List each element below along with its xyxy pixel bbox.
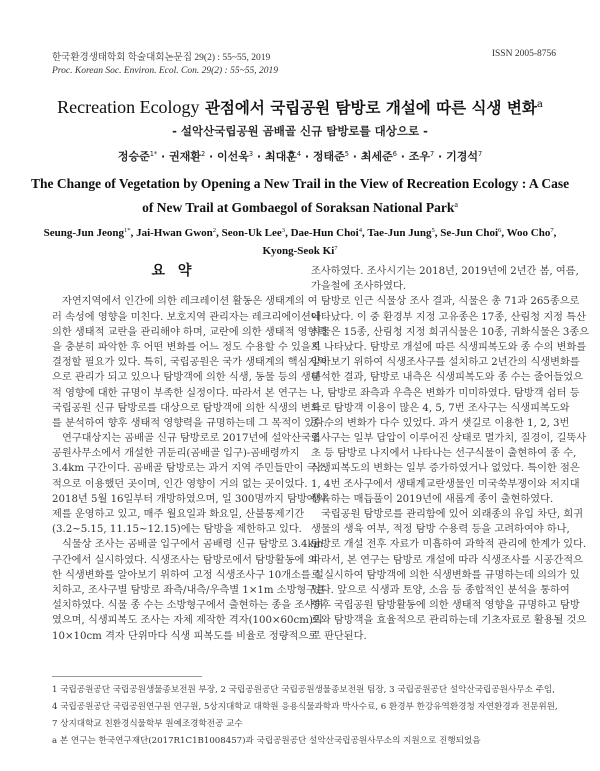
abstract-line: 국립공원 신규 탐방로를 대상으로 탐방객에 의한 식생의 변화 [52,402,321,414]
author-affiliation-mark: 7 [430,150,435,159]
author-separator: · [253,150,265,163]
subtitle-korean: - 설악산국립공원 곰배골 신규 탐방로를 대상으로 - [172,124,428,138]
abstract-line: 식생피복도의 변화는 일부 증가하였거나 없었다. 특이한 점은 [311,463,580,475]
author-name: 기경석 [446,150,478,163]
abstract-line: 2018년 5월 16일부터 개방하였으며, 일 300명까지 탐방예약 [52,493,327,505]
abstract-line: 러 속성에 영향을 미친다. 보호지역 관리자는 레크리에이션에 [52,311,321,323]
author-name: Seung-Jun Jeong [43,227,124,239]
author-separator: · [301,150,313,163]
author-affiliation-mark: 3 [248,150,254,159]
author-affiliation-mark: 7 [550,227,554,235]
abstract-line: 결정할 필요가 있다. 특히, 국립공원은 국가 생태계의 핵심지역 [52,357,328,369]
abstract-line: 연구대상지는 곰배골 신규 탐방로로 2017년에 설악산국립 [62,433,321,445]
author-affiliation-mark: 7 [477,150,483,159]
author-name: 정태준 [312,150,345,163]
author-separator: · [434,150,447,163]
abstract-line: 분석한 결과, 탐방로 내측은 식생피복도와 종 수는 줄어들었으 [311,372,583,384]
abstract-line: 한 식생변화를 알아보기 위하여 고정 식생조사구 10개소를 설 [52,569,324,581]
abstract-line: 적으로 이용했던 곳이며, 인간 영향이 거의 없는 곳이었다. [52,478,308,490]
abstract-line: 생육하는 매듭풀이 2019년에 새롭게 종이 출현하였다. [311,493,554,505]
footnote: 4 국립공원공단 국립공원연구원 연구원, 5상지대학교 대학원 응용식물과학과 박사수료, 6 환경부 한강유역환경청 자연환경과 전문위원, [52,702,558,712]
abstract-line: 생물의 생육 여부, 적정 탐방 수용력 등을 고려하여야 하나, [311,524,570,536]
abstract-line: 식물은 15종, 산림청 지정 희귀식물은 10종, 귀화식물은 3종으 [311,326,590,338]
author-name: 정승준 [117,150,150,163]
abstract-line: 가을철에 조사하였다. [311,281,407,293]
abstract-line: (3.2~5.15, 11.15~12.15)에는 탐방을 제한하고 있다. [52,524,302,536]
abstract-heading: 요 약 [151,263,196,279]
abstract-line: 제를 운영하고 있고, 매주 월요일과 화요일, 산불통제기간 [52,509,305,520]
abstract-line: 로 실시하여 탐방객에 의한 식생변화를 규명하는데 의의가 있 [311,569,580,581]
footnote: 1 국립공원공단 국립공원생물종보전원 부장, 2 국립공원공단 국립공원생물종보전원 팀장, 3 국립공원공단 설악산국립공원사무소 주임, [52,685,555,695]
author-name: Seon-Uk Lee [221,227,282,239]
abstract-line: 3.4km 구간이다. 곰배골 탐방로는 과거 지역 주민들만이 극소 [52,463,327,475]
abstract-line: 구간에서 실시하였다. 식생조사는 탐방로에서 탐방활동에 의 [52,554,318,566]
abstract-line: 1, 4번 조사구에서 생태계교란생물인 미국쑥부쟁이와 저지대 [311,478,580,490]
author-affiliation-mark: 7 [334,245,338,253]
author-name: 최대훈 [264,150,297,163]
abstract-line: 로 판단된다. [311,630,367,642]
footnote: a 본 연구는 한국연구재단(2017R1C1B1008457)과 국립공원공단 설악산국립공원사무소의 지원으로 진행되었음 [52,736,481,746]
author-name: Woo Cho [506,227,551,239]
abstract-line: 을 충분히 파악한 후 어떤 변화를 어느 정도 수용할 수 있을지 [52,341,321,353]
author-separator: · [157,150,170,163]
author-comma: , [285,227,291,239]
author-name: 최세준 [360,150,393,163]
title-latin-part: Recreation Ecology [57,97,200,117]
author-separator: · [205,150,217,163]
authors-korean [0,148,600,164]
abstract-line: 초 등 탐방로 나지에서 나타나는 선구식물이 출현하여 종 수, [311,448,577,460]
author-name: Dae-Hun Choi [290,227,359,239]
title-english-line2 [0,200,600,216]
author-separator: · [396,150,409,163]
abstract-line: 국립공원 탐방로를 관리함에 있어 외래종의 유입 차단, 희귀 [321,509,584,520]
author-affiliation-mark: 1* [149,150,158,159]
footnote-divider [52,676,202,677]
journal-citation-en: Proc. Korean Soc. Environ. Ecol. Con. 29(2) : 55~55, 2019 [52,66,278,76]
title-korean-part: 관점에서 국립공원 탐방로 개설에 따른 식생 변화 [199,99,537,117]
abstract-line: 탐방로 인근 식물상 조사 결과, 식물은 총 71과 265종으로 [321,296,580,308]
author-comma: , [362,227,368,239]
abstract-line: 로 나타났다. 탐방로 개설에 따른 식생피복도와 종 수의 변화를 [311,341,587,353]
abstract-line: 종 수의 변화가 다수 있었다. 과거 샛길로 이용한 1, 2, 3번 [311,417,570,429]
abstract-line: 자연지역에서 인간에 의한 레크레이션 활동은 생태계의 여 [62,296,318,308]
author-name: Kyong-Seok Ki [262,245,335,257]
abstract-line: 공원사무소에서 개설한 귀둔리(곰배골 입구)-곰배령까지 [52,448,300,460]
author-comma: , [216,227,222,239]
title-footnote-mark: a [536,98,543,110]
abstract-line: 조사하였다. 조사시기는 2018년, 2019년에 2년간 봄, 여름, [311,266,579,277]
abstract-line: 나타났다. 이 중 환경부 지정 고유종은 17종, 산림청 지정 특산 [311,311,586,323]
abstract-left-text [52,294,328,643]
author-name: Se-Jun Choi [440,227,499,239]
author-name: Jai-Hwan Gwon [136,227,213,239]
author-comma: , [130,227,137,239]
title-korean [0,96,600,118]
issn: ISSN 2005-8756 [491,49,556,59]
abstract-line: 조사구는 일부 답압이 이루어진 상태로 멸가치, 질경이, 길뚝사 [311,433,587,445]
abstract-line: 식물상 조사는 곰배골 입구에서 곰배령 신규 탐방로 3.4km [62,539,324,551]
author-comma: , [553,227,557,239]
author-separator: · [348,150,361,163]
abstract-line: 알아보기 위하여 식생조사구를 설치하고 2년간의 식생변화를 [311,357,580,369]
abstract-line: 으로 탐방객 이용이 많은 4, 5, 7번 조사구는 식생피복도와 [311,402,570,414]
author-affiliation-mark: 6 [392,150,397,159]
author-affiliation-mark: 4 [296,150,302,159]
abstract-right-column [311,264,590,644]
author-comma: , [434,227,441,239]
abstract-line: 의한 생태적 교란을 관리해야 하며, 교란에 의한 생태적 영향력 [52,326,328,338]
journal-citation-ko: 한국환경생태학회 학술대회논문집 29(2) : 55~55, 2019 [52,53,271,63]
abstract-line: 향후 국립공원 탐방활동에 의한 생태적 영향을 규명하고 탐방 [311,600,580,612]
abstract-line: 었다. 앞으로 식생과 토양, 소음 등 종합적인 분석을 통하여 [311,584,570,596]
abstract-left-column [52,263,328,644]
title-en-footnote-mark: a [454,200,458,210]
author-affiliation-mark: 6 [498,227,502,235]
abstract-line: 10×10cm 격자 단위마다 식생 피복도를 비율로 정량적으로 [52,630,319,642]
author-affiliation-mark: 5 [344,150,349,159]
author-name: 권재환 [169,150,201,163]
abstract-line: 탐방로 개설 전후 자료가 미흡하여 과학적 관리에 한계가 있다. [311,539,587,551]
author-name: Tae-Jun Jung [367,227,432,239]
abstract-line: 으로 관리가 되고 있으나 탐방객에 의한 식생, 동물 등의 생태 [52,372,321,384]
abstract-line: 였으며, 식생피복도 조사는 자체 제작한 격자(100×60cm)의 [52,615,323,627]
abstract-line: 설치하였다. 식물 종 수는 소방형구에서 출현하는 종을 조사하 [52,600,324,612]
abstract-line: 적 영향에 대한 규명이 부족한 실정이다. 따라서 본 연구는 [52,387,308,399]
title-english-line1: The Change of Vegetation by Opening a New Trail in the View of Recreation Ecology : A Case [30,176,570,191]
author-affiliation-mark: 2 [200,150,206,159]
abstract-line: 로와 탐방객을 효율적으로 관리하는데 기초자료로 활용될 것으 [311,615,587,627]
author-name: 조우 [408,150,431,163]
author-affiliation-mark: 3 [281,227,286,235]
author-affiliation-mark: 4 [358,227,363,235]
author-affiliation-mark: 1* [123,227,131,235]
footnote: 7 상지대학교 친환경식물학부 원예조경학전공 교수 [52,719,243,729]
abstract-line: 따라서, 본 연구는 탐방로 개설에 따라 식생조사를 시공간적으 [311,554,583,566]
author-affiliation-mark: 2 [212,227,217,235]
author-comma: , [501,227,507,239]
authors-english-line1 [0,227,600,239]
author-affiliation-mark: 5 [431,227,435,235]
abstract-line: 나, 탐방로 좌측과 우측은 변화가 미미하였다. 탐방객 쉼터 등 [311,387,580,399]
title-english-line2-text: of New Trail at Gombaegol of Soraksan National Park [142,200,455,215]
author-name: 이선욱 [217,150,249,163]
authors-english-line2 [0,245,600,257]
abstract-line: 를 분석하여 향후 생태적 영향력을 규명하는데 그 목적이 있다. [52,417,328,429]
abstract-line: 치하고, 조사구별 탐방로 좌측/내측/우측별 1×1m 소방형구를 [52,584,326,596]
